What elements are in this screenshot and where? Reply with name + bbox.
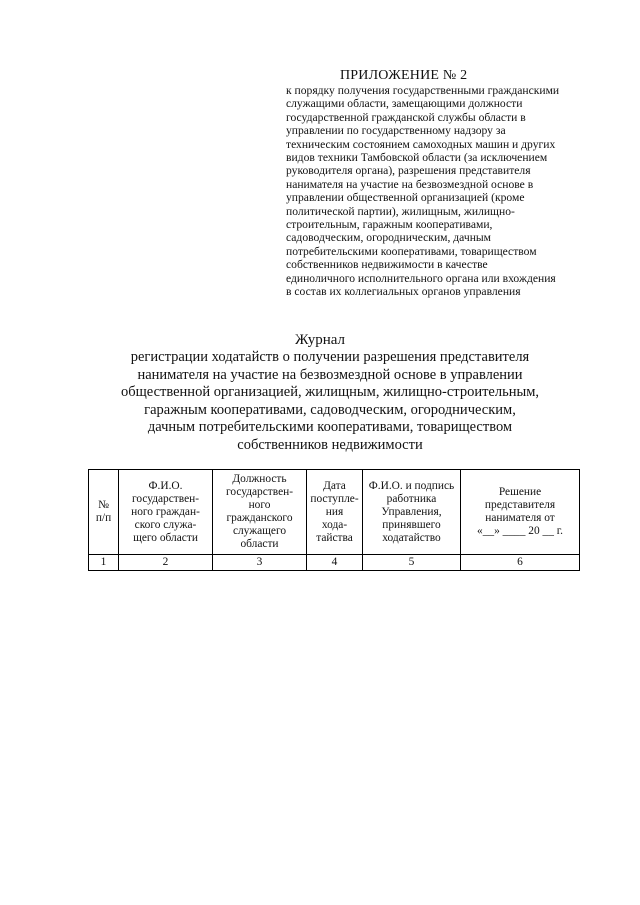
- appendix-line: служащими области, замещающими должности: [286, 97, 523, 111]
- appendix-line: в состав их коллегиальных органов управления: [286, 285, 521, 299]
- appendix-title: ПРИЛОЖЕНИЕ № 2: [340, 68, 468, 83]
- header-line: гражданского: [226, 512, 293, 524]
- appendix-line: руководителя органа), разрешения представителя: [286, 164, 531, 178]
- appendix-line: к порядку получения государственными гражданскими: [286, 84, 560, 97]
- registration-table: [88, 469, 580, 571]
- header-position: [213, 470, 307, 555]
- header-line: щего области: [133, 531, 198, 544]
- appendix-line: нанимателя на участие на безвозмездной основе в: [286, 177, 534, 191]
- header-line: служащего: [232, 525, 287, 537]
- appendix-line: государственной гражданской службы области в: [286, 110, 526, 124]
- journal-subtitle: [110, 349, 550, 455]
- header-line: ходатайство: [382, 531, 441, 544]
- appendix-line: техническим состоянием самоходных машин и других: [286, 137, 556, 151]
- header-decision: [461, 470, 580, 555]
- appendix-line: управлении общественной организацией (кроме: [286, 191, 525, 205]
- journal-subtitle-line: регистрации ходатайств о получении разрешения представителя: [130, 349, 530, 365]
- header-line: Управления,: [381, 505, 442, 518]
- header-line: №: [98, 499, 109, 511]
- appendix-block: [286, 68, 606, 299]
- journal-subtitle-line: гаражным кооперативами, садоводческим, огородническим,: [144, 401, 516, 418]
- column-number-cell: 2: [119, 555, 213, 571]
- header-line: Ф.И.О.: [148, 479, 183, 492]
- header-receiver-signature: [363, 470, 461, 555]
- column-number-cell: 3: [213, 555, 307, 571]
- header-line: принявшего: [382, 518, 441, 531]
- appendix-line: потребительскими кооперативами, товариществом: [286, 244, 537, 258]
- header-receipt-date: [307, 470, 363, 555]
- header-employee-name: [119, 470, 213, 555]
- appendix-line: садоводческим, огородническим, дачным: [286, 231, 492, 245]
- journal-subtitle-line: нанимателя на участие на безвозмездной основе в управлении: [137, 366, 523, 383]
- appendix-line: собственников недвижимости в качестве: [286, 258, 488, 272]
- header-line: государствен-: [225, 486, 294, 498]
- journal-title: Журнал: [294, 332, 345, 348]
- header-line: представителя: [484, 499, 556, 511]
- header-line: нанимателя от: [485, 512, 555, 524]
- appendix-line: видов техники Тамбовской области (за исключением: [286, 151, 548, 165]
- header-line: «__» ____ 20 __ г.: [477, 525, 563, 537]
- header-line: тайства: [316, 531, 353, 544]
- column-number-cell: 4: [307, 555, 363, 571]
- header-line: государствен-: [131, 492, 200, 505]
- journal-subtitle-line: дачным потребительскими кооперативами, товариществом: [147, 419, 513, 436]
- appendix-line: единоличного исполнительного органа или вхождения: [286, 271, 556, 285]
- journal-subtitle-line: собственников недвижимости: [237, 436, 423, 453]
- appendix-line: строительным, гаражным кооперативами,: [286, 218, 493, 232]
- journal-subtitle-line: общественной организацией, жилищным, жилищно-строительным,: [120, 384, 540, 401]
- header-line: поступле-: [310, 492, 359, 505]
- table-row: [89, 555, 580, 571]
- header-line: п/п: [95, 512, 112, 524]
- header-line: Ф.И.О. и подпись: [368, 479, 455, 492]
- column-number-cell: 1: [89, 555, 119, 571]
- header-line: ния: [325, 505, 344, 518]
- header-number: [89, 470, 119, 555]
- appendix-line: политической партии), жилищным, жилищно-: [286, 204, 515, 218]
- header-line: Решение: [498, 486, 542, 498]
- header-line: ного граждан-: [131, 505, 200, 518]
- header-line: работника: [386, 492, 437, 505]
- header-line: Должность: [232, 473, 287, 485]
- header-line: ского служа-: [134, 518, 197, 531]
- header-line: ного: [248, 499, 271, 511]
- header-line: Дата: [323, 479, 346, 492]
- table-header-row: [89, 470, 580, 555]
- appendix-line: управлении по государственному надзору за: [286, 124, 506, 138]
- column-number-cell: 5: [363, 555, 461, 571]
- column-number-cell: 6: [461, 555, 580, 571]
- appendix-text: [286, 84, 606, 299]
- header-line: хода-: [321, 518, 348, 531]
- header-line: области: [240, 538, 279, 550]
